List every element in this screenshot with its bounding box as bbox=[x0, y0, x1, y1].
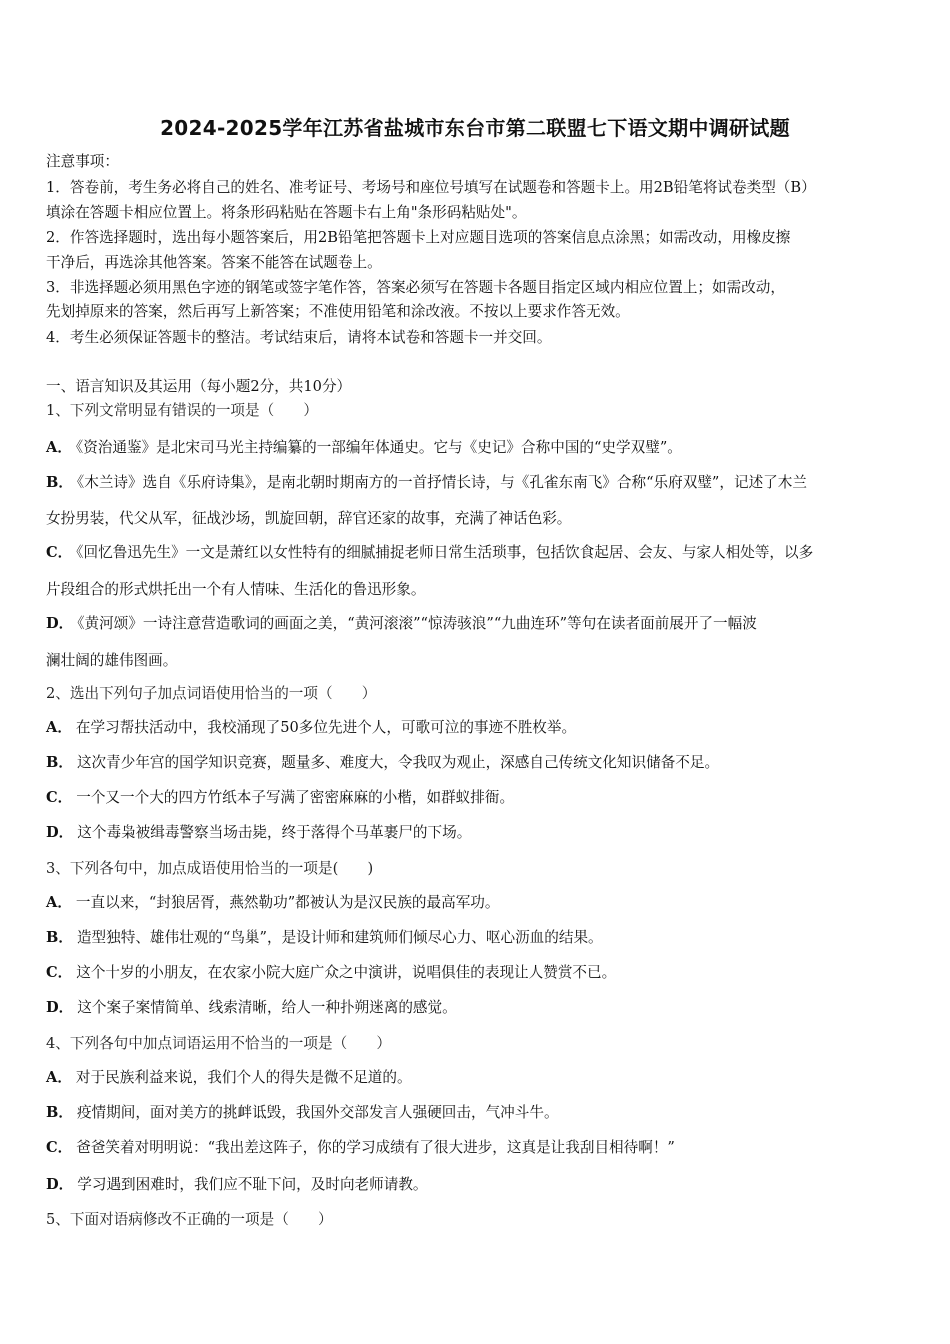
option-d bbox=[46, 612, 910, 633]
option-letter: A． bbox=[46, 1069, 72, 1086]
notice-line: 2．作答选择题时，选出每小题答案后，用2B铅笔把答题卡上对应题目选项的答案信息点涂黑；如需改动，用橡皮擦 bbox=[46, 229, 791, 246]
option-a bbox=[46, 1066, 910, 1087]
option-text-continued: 澜壮阔的雄伟图画。 bbox=[46, 652, 178, 669]
notice-line: 1．答卷前，考生务必将自己的姓名、准考证号、考场号和座位号填写在试题卷和答题卡上。用2B铅笔将试卷类型（B） bbox=[46, 179, 816, 196]
notice-line: 填涂在答题卡相应位置上。将条形码粘贴在答题卡右上角"条形码粘贴处"。 bbox=[46, 204, 527, 221]
option-letter: D． bbox=[46, 1176, 74, 1193]
option-text: 学习遇到困难时，我们应不耻下问，及时向老师请教。 bbox=[77, 1176, 428, 1193]
option-letter: C． bbox=[46, 544, 73, 561]
option-letter: A． bbox=[46, 439, 72, 456]
option-text: 这个十岁的小朋友，在农家小院大庭广众之中演讲，说唱俱佳的表现让人赞赏不已。 bbox=[76, 964, 617, 981]
option-text: 一直以来，“封狼居胥，燕然勒功”都被认为是汉民族的最高军功。 bbox=[75, 894, 500, 911]
option-letter: B． bbox=[46, 754, 73, 771]
option-text: 疫情期间，面对美方的挑衅诋毁，我国外交部发言人强硬回击，气冲斗牛。 bbox=[76, 1104, 559, 1121]
option-d bbox=[46, 821, 910, 842]
option-letter: C． bbox=[46, 1139, 73, 1156]
question-stem: 3、下列各句中，加点成语使用恰当的一项是( ) bbox=[46, 860, 374, 877]
option-c bbox=[46, 1136, 910, 1157]
option-letter: D． bbox=[46, 824, 74, 841]
option-text: 《木兰诗》选自《乐府诗集》，是南北朝时期南方的一首抒情长诗，与《孔雀东南飞》合称“乐府双璧”，记述了木兰 bbox=[76, 474, 807, 491]
option-letter: D． bbox=[46, 615, 74, 632]
option-text: 这次青少年宫的国学知识竞赛，题量多、难度大，令我叹为观止，深感自己传统文化知识储备不足。 bbox=[76, 754, 720, 771]
section-heading: 一、语言知识及其运用（每小题2分，共10分） bbox=[46, 378, 352, 395]
option-d bbox=[46, 1173, 910, 1194]
option-text: 造型独特、雄伟壮观的“鸟巢”，是设计师和建筑师们倾尽心力、呕心沥血的结果。 bbox=[76, 929, 603, 946]
option-a bbox=[46, 436, 910, 457]
option-b bbox=[46, 471, 910, 492]
option-d bbox=[46, 996, 910, 1017]
notice-line: 4．考生必须保证答题卡的整洁。考试结束后，请将本试卷和答题卡一并交回。 bbox=[46, 329, 552, 346]
option-letter: C． bbox=[46, 964, 73, 981]
option-text: 这个毒枭被缉毒警察当场击毙，终于落得个马革裹尸的下场。 bbox=[77, 824, 472, 841]
option-letter: B． bbox=[46, 474, 73, 491]
page-title: 2024-2025学年江苏省盐城市东台市第二联盟七下语文期中调研试题 bbox=[160, 116, 790, 140]
option-letter: D． bbox=[46, 999, 74, 1016]
option-a bbox=[46, 891, 910, 912]
option-text-continued: 片段组合的形式烘托出一个有人情味、生活化的鲁迅形象。 bbox=[46, 581, 426, 598]
option-letter: B． bbox=[46, 1104, 73, 1121]
option-c bbox=[46, 541, 910, 562]
notice-heading: 注意事项： bbox=[46, 153, 119, 170]
notice-line: 干净后，再选涂其他答案。答案不能答在试题卷上。 bbox=[46, 254, 382, 271]
question-stem: 5、下面对语病修改不正确的一项是（ ） bbox=[46, 1211, 333, 1228]
option-b bbox=[46, 751, 910, 772]
notice-line: 先划掉原来的答案，然后再写上新答案；不准使用铅笔和涂改液。不按以上要求作答无效。 bbox=[46, 303, 630, 320]
question-stem: 1、下列文常明显有错误的一项是（ ） bbox=[46, 402, 318, 419]
option-letter: B． bbox=[46, 929, 73, 946]
option-c bbox=[46, 786, 910, 807]
notice-line: 3．非选择题必须用黑色字迹的钢笔或签字笔作答，答案必须写在答题卡各题目指定区域内相应位置上；如需改动， bbox=[46, 279, 785, 296]
option-a bbox=[46, 716, 910, 737]
option-text-continued: 女扮男装，代父从军，征战沙场，凯旋回朝，辞官还家的故事，充满了神话色彩。 bbox=[46, 510, 572, 527]
option-text: 爸爸笑着对明明说：“我出差这阵子，你的学习成绩有了很大进步，这真是让我刮目相待啊！” bbox=[76, 1139, 675, 1156]
option-b bbox=[46, 926, 910, 947]
option-text: 《黄河颂》一诗注意营造歌词的画面之美，“黄河滚滚”“惊涛骇浪”“九曲连环”等句在读者面前展开了一幅波 bbox=[77, 615, 757, 632]
option-letter: C． bbox=[46, 789, 73, 806]
option-b bbox=[46, 1101, 910, 1122]
option-letter: A． bbox=[46, 894, 72, 911]
question-stem: 4、下列各句中加点词语运用不恰当的一项是（ ） bbox=[46, 1035, 391, 1052]
option-c bbox=[46, 961, 910, 982]
question-stem: 2、选出下列句子加点词语使用恰当的一项（ ） bbox=[46, 685, 377, 702]
option-text: 在学习帮扶活动中，我校涌现了50多位先进个人，可歌可泣的事迹不胜枚举。 bbox=[75, 719, 577, 736]
option-text: 《回忆鲁迅先生》一文是萧红以女性特有的细腻捕捉老师日常生活琐事，包括饮食起居、会友、与家人相处等，以多 bbox=[76, 544, 814, 561]
option-text: 对于民族利益来说，我们个人的得失是微不足道的。 bbox=[75, 1069, 412, 1086]
option-text: 这个案子案情简单、线索清晰，给人一种扑朔迷离的感觉。 bbox=[77, 999, 457, 1016]
option-letter: A． bbox=[46, 719, 72, 736]
option-text: 一个又一个大的四方竹纸本子写满了密密麻麻的小楷，如群蚁排衙。 bbox=[76, 789, 515, 806]
option-text: 《资治通鉴》是北宋司马光主持编纂的一部编年体通史。它与《史记》合称中国的“史学双璧”。 bbox=[75, 439, 682, 456]
